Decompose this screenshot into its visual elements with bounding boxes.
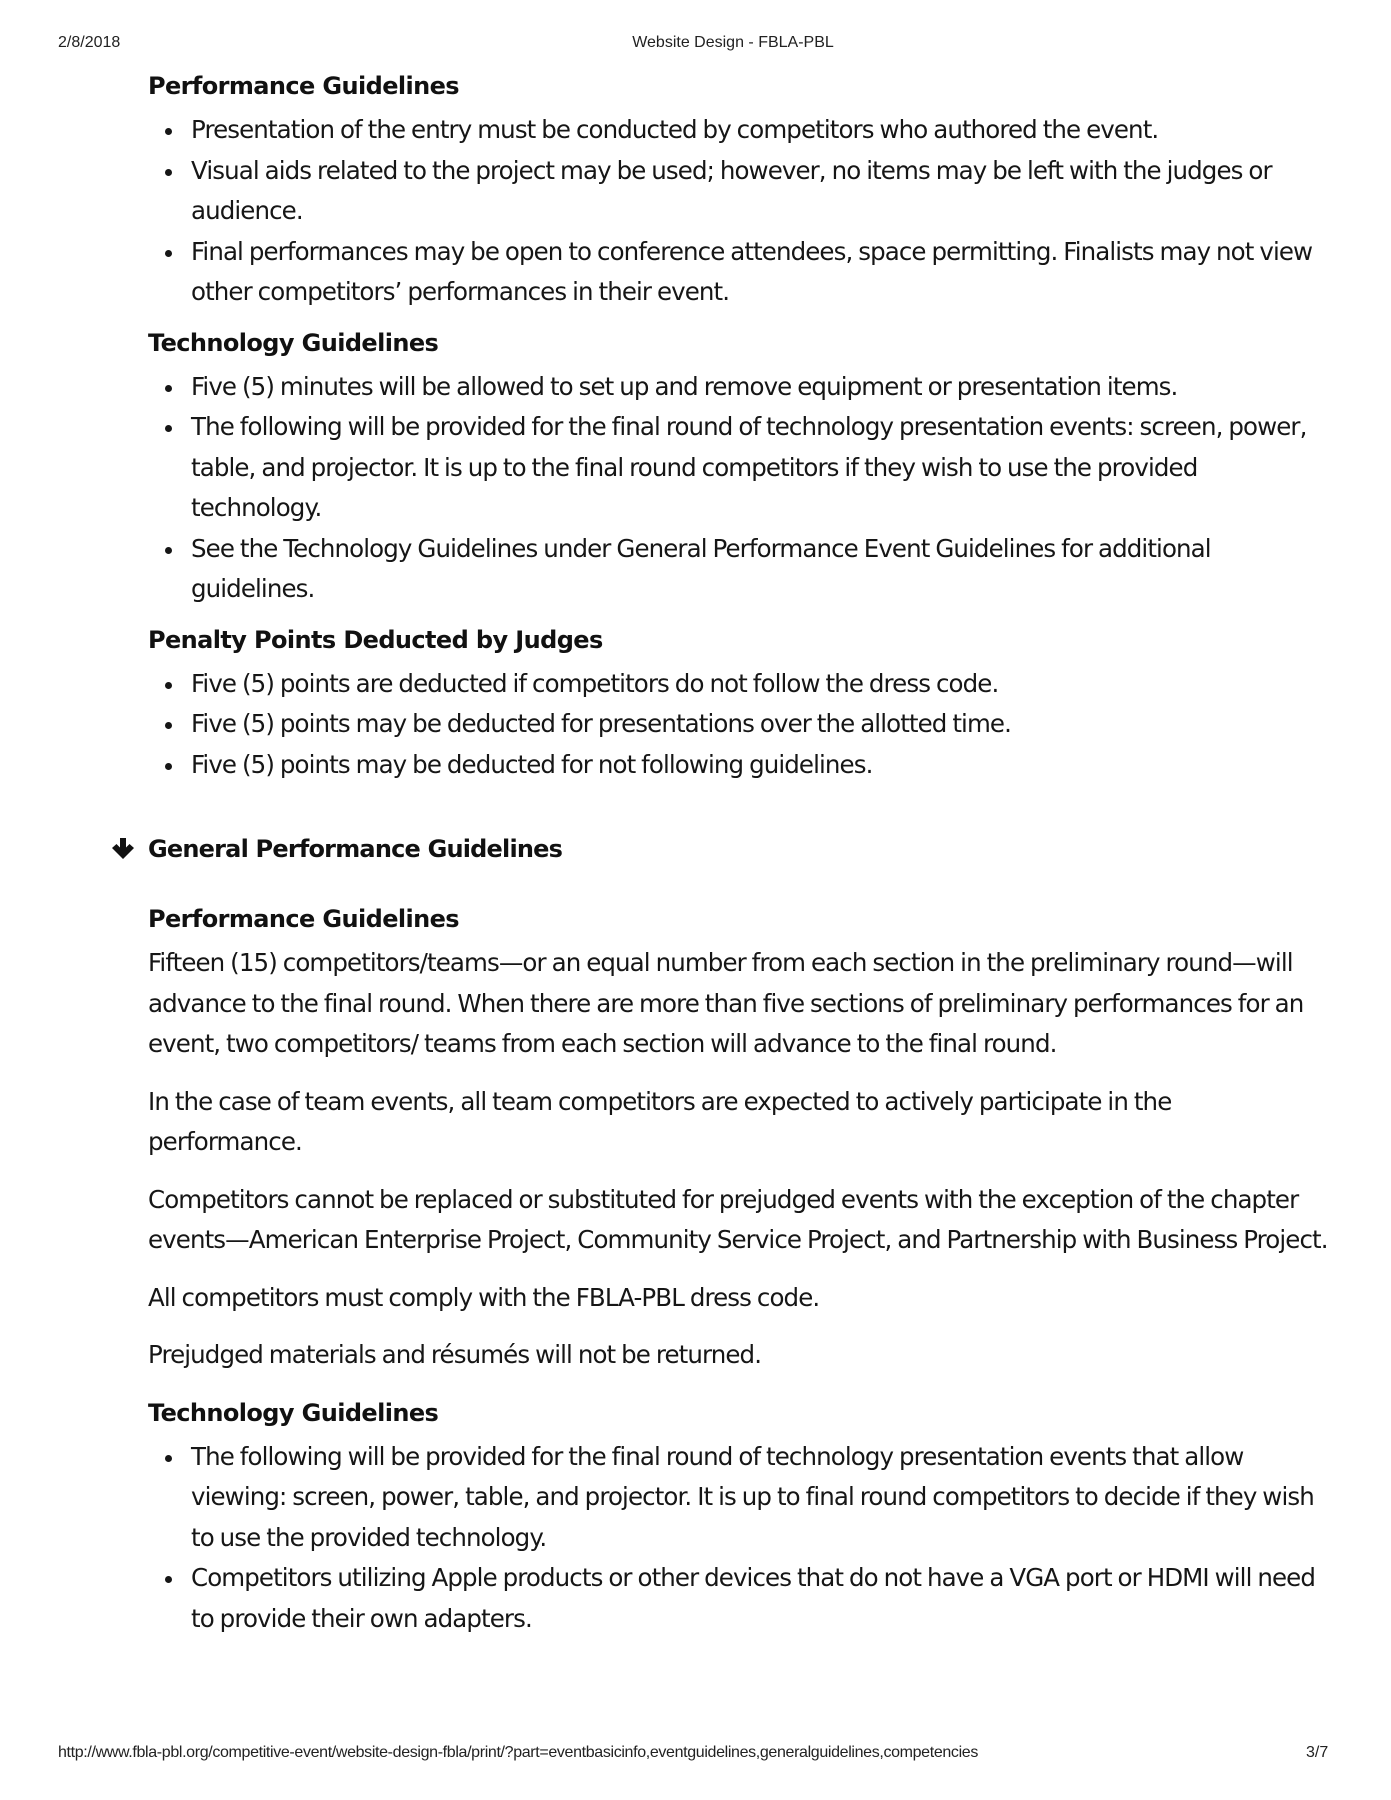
general-technology-guidelines-list [148, 1437, 1328, 1640]
list-item: Visual aids related to the project may be used; however, no items may be left with the judges or audience. [148, 151, 1328, 232]
list-item: Competitors utilizing Apple products or other devices that do not have a VGA port or HDMI will need to provide their own adapters. [148, 1558, 1328, 1639]
list-item: Five (5) points may be deducted for not following guidelines. [148, 745, 1328, 786]
technology-guidelines-list [148, 367, 1328, 610]
list-item: Five (5) points may be deducted for presentations over the allotted time. [148, 704, 1328, 745]
print-header [0, 34, 1391, 58]
list-item: Final performances may be open to conference attendees, space permitting. Finalists may not view other competitors’ performances in their event. [148, 232, 1328, 313]
paragraph: Competitors cannot be replaced or substituted for prejudged events with the exception of the chapter events—American Enterprise Project, Community Service Project, and Partnership with Business Project. [148, 1184, 1328, 1254]
print-url: http://www.fbla-pbl.org/competitive-event/website-design-fbla/print/?part=eventbasicinfo,eventguidelines,generalguidelines,competencies [58, 1744, 978, 1761]
list-item: Five (5) minutes will be allowed to set up and remove equipment or presentation items. [148, 367, 1328, 408]
penalty-points-list [148, 664, 1328, 786]
penalty-points-heading: Penalty Points Deducted by Judges [148, 625, 603, 654]
print-title: Website Design - FBLA-PBL [632, 34, 834, 51]
document-content [148, 66, 1328, 1649]
list-item: Five (5) points are deducted if competitors do not follow the dress code. [148, 664, 1328, 705]
print-date: 2/8/2018 [58, 34, 121, 51]
technology-guidelines-heading: Technology Guidelines [148, 328, 439, 357]
performance-guidelines-list [148, 110, 1328, 313]
paragraph: Fifteen (15) competitors/teams—or an equal number from each section in the preliminary round—will advance to the final round. When there are more than five sections of preliminary performances for an event, two competitors/ teams from each section will advance to the final round. [148, 948, 1304, 1058]
print-footer [0, 1744, 1391, 1768]
paragraph: In the case of team events, all team competitors are expected to actively participate in the performance. [148, 1086, 1172, 1156]
general-technology-guidelines-heading: Technology Guidelines [148, 1398, 439, 1427]
paragraph: All competitors must comply with the FBLA-PBL dress code. [148, 1282, 820, 1312]
general-performance-guidelines-toggle[interactable] [108, 829, 1328, 869]
performance-guidelines-heading: Performance Guidelines [148, 72, 459, 100]
list-item: Presentation of the entry must be conducted by competitors who authored the event. [148, 110, 1328, 151]
general-performance-guidelines-heading: Performance Guidelines [148, 905, 459, 933]
paragraph: Prejudged materials and résumés will not be returned. [148, 1340, 762, 1369]
arrow-down-icon [108, 834, 138, 864]
general-performance-guidelines-label: General Performance Guidelines [148, 835, 563, 863]
list-item: See the Technology Guidelines under General Performance Event Guidelines for additional guidelines. [148, 529, 1328, 610]
list-item: The following will be provided for the final round of technology presentation events: screen, power, table, and projector. It is up to the final round competitors if they wish to use the provided technology. [148, 407, 1328, 529]
page-number: 3/7 [1306, 1744, 1329, 1761]
list-item: The following will be provided for the final round of technology presentation events that allow viewing: screen, power, table, and projector. It is up to final round competitors to decide if they wish to use the provided technology. [148, 1437, 1328, 1559]
